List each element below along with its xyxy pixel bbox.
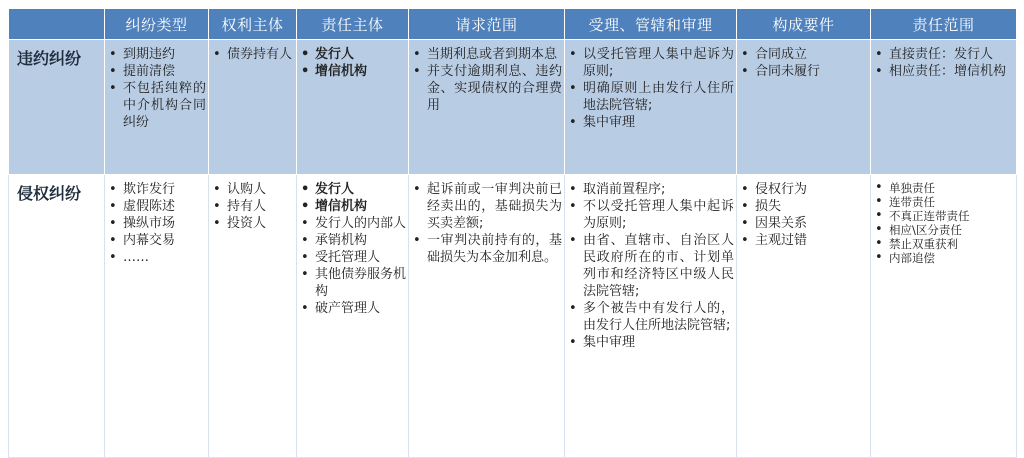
- bullet-list: [209, 175, 296, 232]
- list-item: • 受托管理人: [315, 249, 406, 266]
- bullet-list: [871, 40, 1016, 80]
- list-item: • 以受托管理人集中起诉为原则;: [583, 46, 734, 80]
- dispute-table-container: [8, 8, 1016, 458]
- cell-liability-scope: [871, 175, 1017, 458]
- header-dispute-type: 纠纷类型: [105, 9, 209, 40]
- list-item: • 不真正连带责任: [889, 209, 1014, 223]
- bullet-list: [737, 175, 870, 249]
- cell-elements: [737, 175, 871, 458]
- list-item: • 多个被告中有发行人的，由发行人住所地法院管辖;: [583, 300, 734, 334]
- list-item: • 欺诈发行: [123, 181, 206, 198]
- list-item: • 合同未履行: [755, 63, 868, 80]
- list-item: • 认购人: [227, 181, 294, 198]
- cell-claim-scope: [409, 40, 565, 175]
- list-item: • 由省、直辖市、自治区人民政府所在的市、计划单列市和经济特区中级人民法院管辖;: [583, 232, 734, 300]
- list-item: • 内幕交易: [123, 232, 206, 249]
- list-item: • 发行人的内部人: [315, 215, 406, 232]
- list-item: • 虚假陈述: [123, 198, 206, 215]
- header-row: [9, 9, 1017, 40]
- list-item: • 单独责任: [889, 181, 1014, 195]
- header-liable-party: 责任主体: [297, 9, 409, 40]
- row-header: 侵权纠纷: [9, 175, 105, 458]
- cell-dispute-type: [105, 40, 209, 175]
- list-item: • 合同成立: [755, 46, 868, 63]
- cell-liable-party: [297, 175, 409, 458]
- cell-dispute-type: [105, 175, 209, 458]
- bullet-list: [565, 175, 736, 351]
- cell-right-holder: [209, 40, 297, 175]
- bullet-list: [409, 40, 564, 114]
- bullet-list: [105, 175, 208, 266]
- list-item: • 损失: [755, 198, 868, 215]
- bullet-list: [297, 175, 408, 317]
- list-item: • 因果关系: [755, 215, 868, 232]
- list-item: • 不以受托管理人集中起诉为原则;: [583, 198, 734, 232]
- list-item: • 直接责任：发行人: [889, 46, 1014, 63]
- cell-liability-scope: [871, 40, 1017, 175]
- header-right-holder: 权利主体: [209, 9, 297, 40]
- header-claim-scope: 请求范围: [409, 9, 565, 40]
- list-item: • 集中审理: [583, 114, 734, 131]
- list-item: • 投资人: [227, 215, 294, 232]
- bullet-list: [565, 40, 736, 131]
- list-item: • 债券持有人: [227, 46, 294, 63]
- list-item: • 侵权行为: [755, 181, 868, 198]
- cell-claim-scope: [409, 175, 565, 458]
- header-corner: [9, 9, 105, 40]
- list-item: • 集中审理: [583, 334, 734, 351]
- cell-jurisdiction: [565, 175, 737, 458]
- bullet-list: [409, 175, 564, 266]
- list-item: • 明确原则上由发行人住所地法院管辖;: [583, 80, 734, 114]
- list-item: • 发行人: [315, 181, 406, 198]
- list-item: • 禁止双重获利: [889, 237, 1014, 251]
- list-item: • 发行人: [315, 46, 406, 63]
- bullet-list: [105, 40, 208, 131]
- list-item: • 不包括纯粹的中介机构合同纠纷: [123, 80, 206, 131]
- list-item: • 起诉前或一审判决前已经卖出的，基础损失为买卖差额;: [427, 181, 562, 232]
- list-item: • 主观过错: [755, 232, 868, 249]
- header-liability-scope: 责任范围: [871, 9, 1017, 40]
- bullet-list: [209, 40, 296, 63]
- cell-liable-party: [297, 40, 409, 175]
- list-item: • 当期利息或者到期本息: [427, 46, 562, 63]
- list-item: • 内部追偿: [889, 251, 1014, 265]
- list-item: • 持有人: [227, 198, 294, 215]
- row-breach-dispute: [9, 40, 1017, 175]
- header-jurisdiction: 受理、管辖和审理: [565, 9, 737, 40]
- list-item: • 并支付逾期利息、违约金、实现债权的合理费用: [427, 63, 562, 114]
- list-item: • 相应责任：增信机构: [889, 63, 1014, 80]
- bullet-list: [871, 175, 1016, 265]
- list-item: • 增信机构: [315, 198, 406, 215]
- cell-right-holder: [209, 175, 297, 458]
- cell-elements: [737, 40, 871, 175]
- list-item: • 一审判决前持有的，基础损失为本金加利息。: [427, 232, 562, 266]
- list-item: • 承销机构: [315, 232, 406, 249]
- row-tort-dispute: [9, 175, 1017, 458]
- bullet-list: [297, 40, 408, 80]
- list-item: • 到期违约: [123, 46, 206, 63]
- row-header: 违约纠纷: [9, 40, 105, 175]
- list-item: • 取消前置程序;: [583, 181, 734, 198]
- list-item: • 提前清偿: [123, 63, 206, 80]
- list-item: • 其他债券服务机构: [315, 266, 406, 300]
- list-item: • 连带责任: [889, 195, 1014, 209]
- list-item: • 破产管理人: [315, 300, 406, 317]
- header-elements: 构成要件: [737, 9, 871, 40]
- list-item: • 操纵市场: [123, 215, 206, 232]
- cell-jurisdiction: [565, 40, 737, 175]
- list-item: • ……: [123, 249, 206, 266]
- list-item: • 相应\区分责任: [889, 223, 1014, 237]
- bullet-list: [737, 40, 870, 80]
- list-item: • 增信机构: [315, 63, 406, 80]
- dispute-table: [8, 8, 1017, 458]
